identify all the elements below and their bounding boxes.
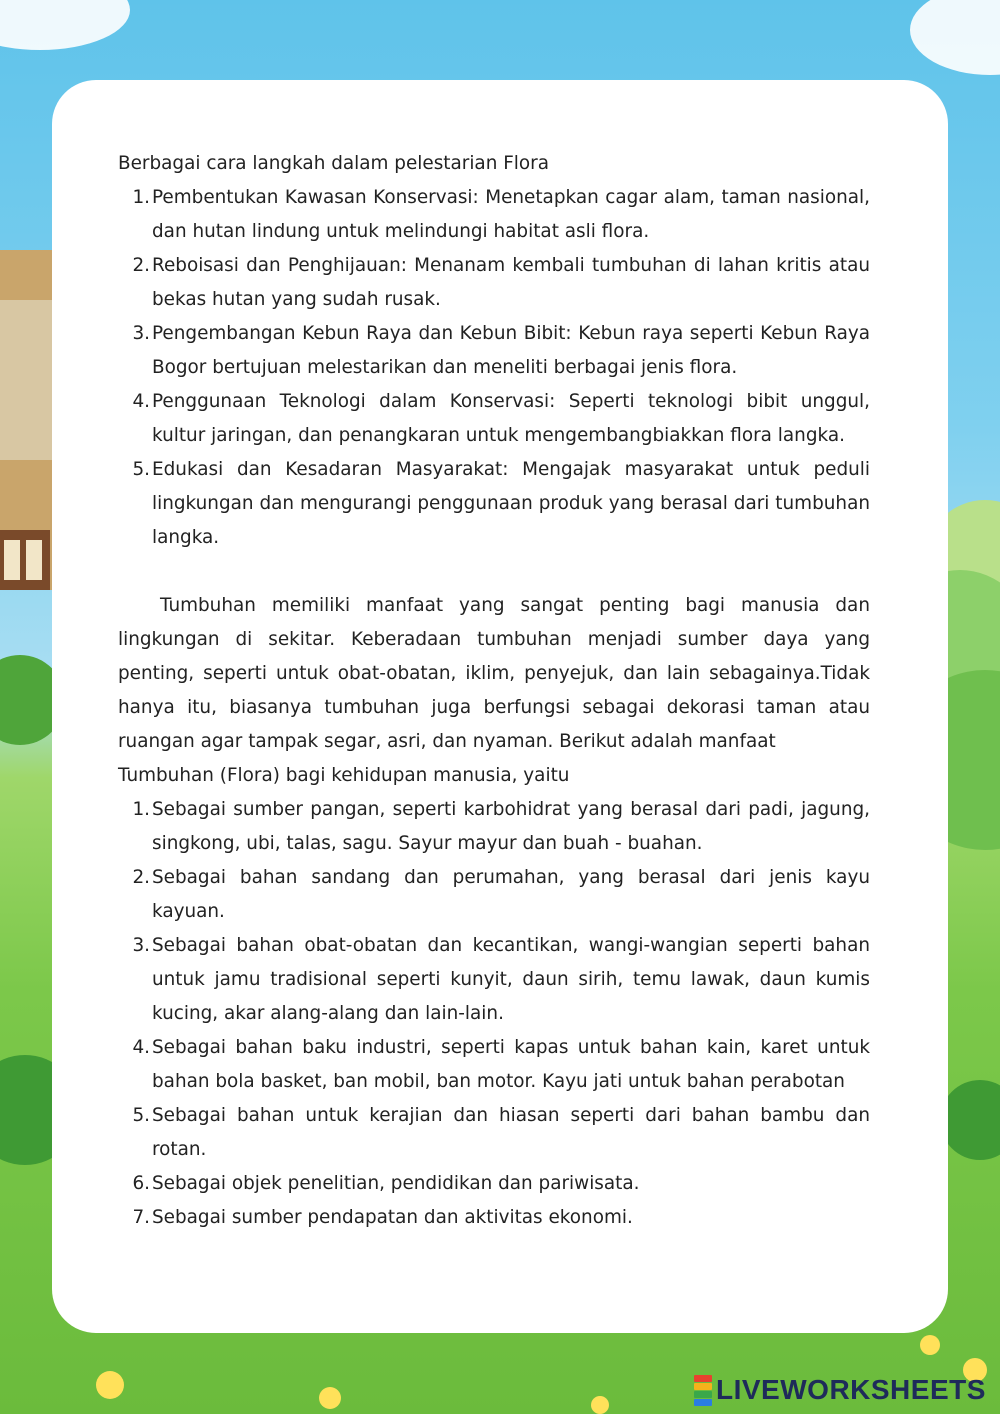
list-item — [118, 1167, 870, 1201]
section-intro: Berbagai cara langkah dalam pelestarian Flora — [118, 153, 549, 174]
list-item — [118, 181, 870, 249]
list-number: 5. — [132, 1105, 150, 1126]
list-item — [118, 1201, 870, 1235]
list-item — [118, 793, 870, 861]
list-item — [118, 317, 870, 385]
list-item — [118, 1031, 870, 1099]
logo-mark-icon — [694, 1375, 712, 1405]
benefits-list — [118, 793, 870, 1235]
list-number: 6. — [132, 1173, 150, 1194]
list-text: Sebagai sumber pendapatan dan aktivitas ekonomi. — [152, 1207, 633, 1228]
list-item — [118, 861, 870, 929]
list-text: Penggunaan Teknologi dalam Konservasi: Seperti teknologi bibit unggul, kultur jaringan, dan penangkaran untuk mengembangbiakkan flora langka. — [152, 391, 870, 446]
list-text: Sebagai sumber pangan, seperti karbohidrat yang berasal dari padi, jagung, singkong, ubi, talas, sagu. Sayur mayur dan buah - buahan. — [152, 799, 870, 854]
list-number: 1. — [132, 799, 150, 820]
list-number: 2. — [132, 867, 150, 888]
list-text: Edukasi dan Kesadaran Masyarakat: Mengajak masyarakat untuk peduli lingkungan dan mengurangi penggunaan produk yang berasal dari tumbuhan langka. — [152, 459, 870, 548]
list-item — [118, 1099, 870, 1167]
list-item — [118, 929, 870, 1031]
list-number: 1. — [132, 187, 150, 208]
logo-mark-bar — [694, 1399, 712, 1406]
benefits-paragraph-last-line: Tumbuhan (Flora) bagi kehidupan manusia, yaitu — [118, 765, 570, 786]
benefits-paragraph: Tumbuhan memiliki manfaat yang sangat penting bagi manusia dan lingkungan di sekitar. Keberadaan tumbuhan menjadi sumber daya yang penting, seperti untuk obat-obatan, iklim, penyejuk, dan lain sebagainya.Tidak hanya itu, biasanya tumbuhan juga berfungsi sebagai dekorasi taman atau ruangan agar tampak segar, asri, dan nyaman. Berikut adalah manfaat — [118, 595, 870, 752]
liveworksheets-logo[interactable] — [694, 1370, 986, 1410]
conservation-list — [118, 181, 870, 555]
list-number: 4. — [132, 1037, 150, 1058]
list-number: 3. — [132, 323, 150, 344]
list-item — [118, 249, 870, 317]
list-text: Sebagai bahan baku industri, seperti kapas untuk bahan kain, karet untuk bahan bola basket, ban mobil, ban motor. Kayu jati untuk bahan perabotan — [152, 1037, 870, 1092]
list-text: Sebagai bahan untuk kerajian dan hiasan seperti dari bahan bambu dan rotan. — [152, 1105, 870, 1160]
list-text: Reboisasi dan Penghijauan: Menanam kembali tumbuhan di lahan kritis atau bekas hutan yang sudah rusak. — [152, 255, 870, 310]
logo-mark-bar — [694, 1383, 712, 1390]
document-body — [118, 147, 870, 1235]
list-item — [118, 453, 870, 555]
list-number: 4. — [132, 391, 150, 412]
list-text: Sebagai bahan obat-obatan dan kecantikan, wangi-wangian seperti bahan untuk jamu tradisional seperti kunyit, daun sirih, temu lawak, daun kumis kucing, akar alang-alang dan lain-lain. — [152, 935, 870, 1024]
list-text: Sebagai bahan sandang dan perumahan, yang berasal dari jenis kayu kayuan. — [152, 867, 870, 922]
list-number: 2. — [132, 255, 150, 276]
list-item — [118, 385, 870, 453]
list-text: Pembentukan Kawasan Konservasi: Menetapkan cagar alam, taman nasional, dan hutan lindung untuk melindungi habitat asli flora. — [152, 187, 870, 242]
list-text: Sebagai objek penelitian, pendidikan dan pariwisata. — [152, 1173, 640, 1194]
logo-text: LIVEWORKSHEETS — [716, 1374, 986, 1405]
list-number: 3. — [132, 935, 150, 956]
list-number: 5. — [132, 459, 150, 480]
logo-mark-bar — [694, 1375, 712, 1382]
list-number: 7. — [132, 1207, 150, 1228]
list-text: Pengembangan Kebun Raya dan Kebun Bibit: Kebun raya seperti Kebun Raya Bogor bertujuan melestarikan dan meneliti berbagai jenis flora. — [152, 323, 870, 378]
logo-mark-bar — [694, 1391, 712, 1398]
